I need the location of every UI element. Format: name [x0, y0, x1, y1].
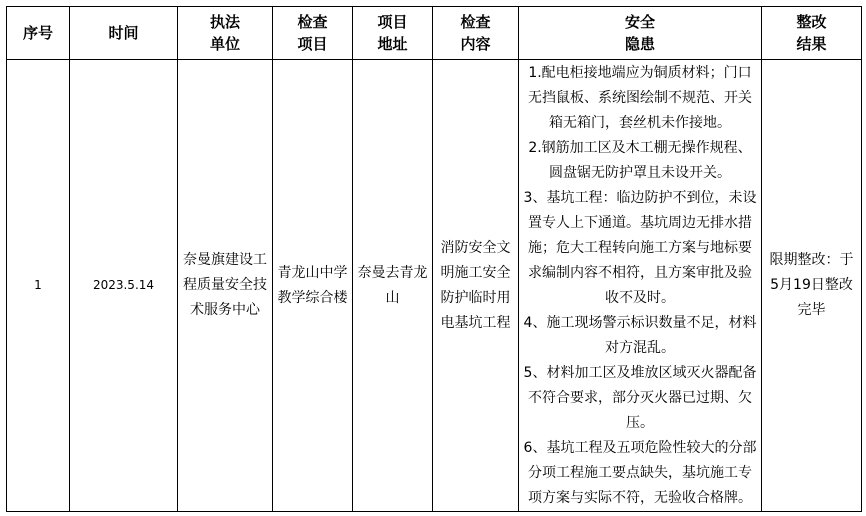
row-unit: 奈曼旗建设工程质量安全技术服务中心 — [178, 60, 273, 512]
row-date: 2023.5.14 — [70, 60, 178, 512]
header-address — [353, 7, 433, 60]
row-content: 消防安全文明施工安全防护临时用电基坑工程 — [433, 60, 519, 512]
header-row — [7, 7, 862, 60]
header-project — [273, 7, 353, 60]
header-unit-line2: 单位 — [209, 35, 240, 53]
table-row — [7, 60, 862, 512]
header-result-line1: 整改 — [796, 13, 827, 31]
header-address-line2: 地址 — [377, 35, 408, 53]
header-content-line2: 内容 — [460, 35, 491, 53]
row-project: 青龙山中学教学综合楼 — [273, 60, 353, 512]
header-date-label: 时间 — [108, 24, 139, 42]
hazard-item-6: 6、基坑工程及五项危险性较大的分部分项工程施工要点缺失，基坑施工专项方案与实际不符，无验收合格牌。 — [523, 439, 757, 506]
hazard-item-4: 4、施工现场警示标识数量不足，材料对方混乱。 — [523, 314, 757, 356]
header-unit-line1: 执法 — [209, 13, 240, 31]
header-result-line2: 结果 — [796, 35, 827, 53]
hazard-item-1: 1.配电柜接地端应为铜质材料；门口无挡鼠板、系统图绘制不规范、开关箱无箱门，套丝机未作接地。 — [528, 64, 752, 131]
hazard-item-2: 2.钢筋加工区及木工棚无操作规程、圆盘锯无防护罩且未设开关。 — [528, 139, 752, 181]
header-index — [7, 7, 70, 60]
header-result — [762, 7, 862, 60]
row-address: 奈曼去青龙山 — [353, 60, 433, 512]
header-hazards-line2: 隐患 — [624, 35, 655, 53]
header-address-line1: 项目 — [377, 13, 408, 31]
row-index: 1 — [7, 60, 70, 512]
header-index-label: 序号 — [22, 24, 53, 42]
header-content — [433, 7, 519, 60]
header-unit — [178, 7, 273, 60]
row-hazards — [519, 60, 762, 512]
header-hazards-line1: 安全 — [624, 13, 655, 31]
hazard-item-3: 3、基坑工程：临边防护不到位，未设置专人上下通道。基坑周边无排水措施；危大工程转向施工方案与地标要求编制内容不相符，且方案审批及验收不及时。 — [523, 189, 757, 306]
header-content-line1: 检查 — [460, 13, 491, 31]
header-project-line1: 检查 — [297, 13, 328, 31]
header-date — [70, 7, 178, 60]
header-hazards — [519, 7, 762, 60]
header-project-line2: 项目 — [297, 35, 328, 53]
hazard-item-5: 5、材料加工区及堆放区域灭火器配备不符合要求，部分灭火器已过期、欠压。 — [523, 364, 757, 431]
inspection-table — [6, 6, 862, 512]
row-result: 限期整改：于5月19日整改完毕 — [762, 60, 862, 512]
